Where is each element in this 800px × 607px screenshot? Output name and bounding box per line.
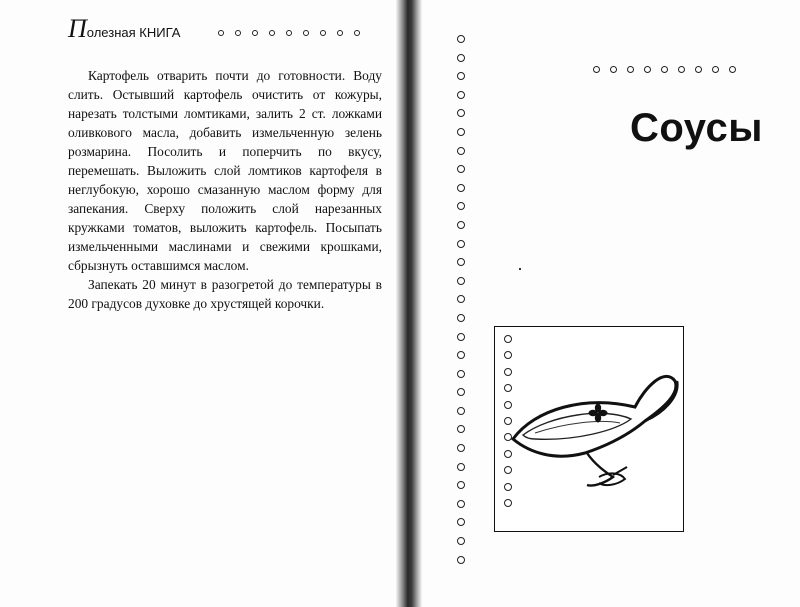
running-header (68, 14, 181, 43)
recipe-paragraph-2: Запекать 20 минут в разогретой до температуры в 200 градусов духовке до хрустящей корочки. (68, 277, 382, 311)
spiral-ring (457, 35, 465, 43)
spiral-ring (457, 258, 465, 266)
header-dots (218, 30, 360, 36)
spiral-ring (457, 109, 465, 117)
ring-dot (269, 30, 275, 36)
spiral-ring (457, 240, 465, 248)
ring-dot (644, 66, 651, 73)
spiral-ring (457, 184, 465, 192)
ring-dot (252, 30, 258, 36)
ring-dot (695, 66, 702, 73)
header-cap-letter: П (68, 14, 87, 43)
book-gutter (396, 0, 422, 607)
spiral-ring (457, 425, 465, 433)
spiral-ring (457, 295, 465, 303)
spiral-ring (457, 91, 465, 99)
ring-dot (678, 66, 685, 73)
spiral-ring (457, 165, 465, 173)
ring-dot (354, 30, 360, 36)
recipe-text (68, 66, 382, 313)
spiral-ring (457, 518, 465, 526)
spiral-ring (457, 500, 465, 508)
spiral-ring (457, 221, 465, 229)
spiral-ring (457, 556, 465, 564)
ring-dot (593, 66, 600, 73)
spiral-ring (457, 351, 465, 359)
spiral-ring (457, 388, 465, 396)
spiral-ring (457, 314, 465, 322)
spiral-ring (457, 54, 465, 62)
decorative-mark (519, 268, 521, 270)
header-title: олезная КНИГА (86, 25, 181, 40)
ring-dot (303, 30, 309, 36)
recipe-paragraph-1: Картофель отварить почти до готовности. Воду слить. Остывший картофель очистить от кожуры, нарезать толстыми ломтиками, залить 2 ст. ложками оливкового масла, добавить измельченную зелень розмарина. Посолить и поперчить по вкусу, перемешать. Выложить слой ломтиков картофеля в неглубокую, хорошо смазанную маслом форму для запекания. Сверху положить слой нарезанных кружками томатов, выложить картофель. Посыпать измельченными маслинами и свежими крошками, сбрызнуть оставшимся маслом. (68, 68, 382, 273)
ring-dot (320, 30, 326, 36)
spiral-ring (457, 481, 465, 489)
spiral-ring (457, 407, 465, 415)
spiral-ring (457, 370, 465, 378)
spiral-binding (457, 35, 465, 564)
sauce-boat-icon (495, 327, 685, 533)
chapter-dots (593, 66, 736, 73)
spiral-ring (457, 72, 465, 80)
ring-dot (729, 66, 736, 73)
ring-dot (627, 66, 634, 73)
ring-dot (712, 66, 719, 73)
spiral-ring (457, 202, 465, 210)
ring-dot (286, 30, 292, 36)
ring-dot (610, 66, 617, 73)
spiral-ring (457, 333, 465, 341)
ring-dot (218, 30, 224, 36)
illustration-frame (494, 326, 684, 532)
spiral-ring (457, 444, 465, 452)
spiral-ring (457, 277, 465, 285)
ring-dot (337, 30, 343, 36)
spiral-ring (457, 537, 465, 545)
spiral-ring (457, 128, 465, 136)
spiral-ring (457, 463, 465, 471)
ring-dot (661, 66, 668, 73)
spiral-ring (457, 147, 465, 155)
ring-dot (235, 30, 241, 36)
chapter-title: Соусы (630, 106, 763, 150)
